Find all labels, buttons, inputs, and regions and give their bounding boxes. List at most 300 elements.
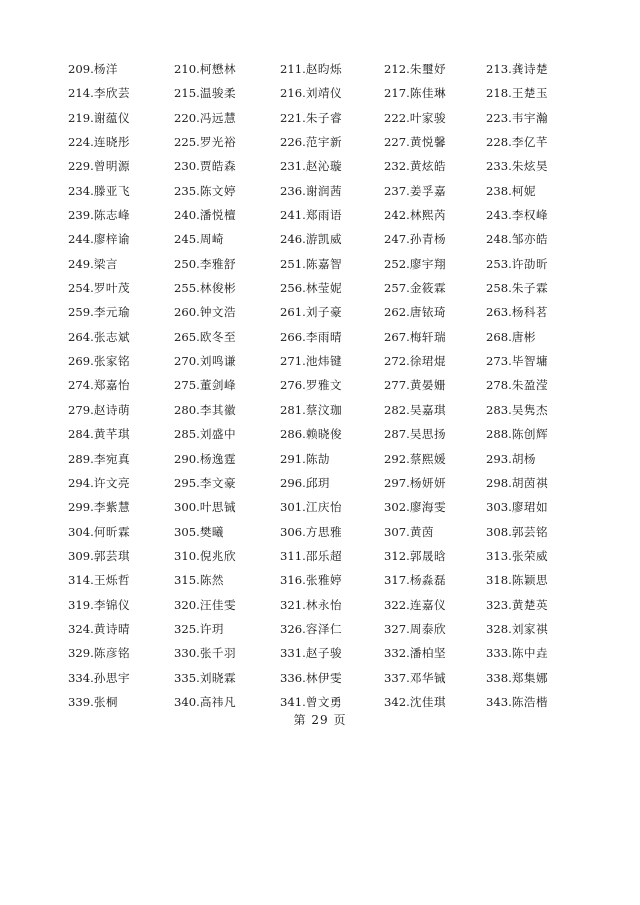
entry-name: 郑雨语: [305, 208, 343, 223]
entry-name: 李欣芸: [93, 86, 131, 101]
roster-entry: [174, 572, 280, 596]
entry-number: 275.: [174, 378, 200, 393]
entry-name: 朱璽妤: [409, 62, 447, 76]
entry-name: 张志斌: [93, 329, 131, 344]
entry-number: 287.: [384, 427, 410, 442]
entry-name: 汪佳雯: [199, 597, 237, 612]
name-roster: [68, 61, 628, 718]
entry-number: 264.: [68, 329, 94, 344]
roster-entry: [486, 280, 588, 304]
entry-name: 朱子睿: [305, 110, 343, 125]
entry-number: 250.: [174, 256, 200, 271]
roster-entry: [384, 572, 486, 596]
roster-entry: [68, 670, 174, 694]
entry-number: 221.: [280, 110, 306, 125]
entry-name: 黄诗晴: [93, 621, 131, 636]
entry-name: 韦宇瀚: [511, 110, 549, 125]
entry-name: 郭芸琪: [93, 548, 131, 563]
entry-name: 赵沁璇: [305, 159, 343, 174]
entry-name: 罗光裕: [199, 135, 237, 150]
entry-name: 胡茵祺: [511, 475, 549, 490]
entry-number: 215.: [174, 86, 200, 101]
entry-number: 338.: [486, 670, 512, 685]
entry-name: 李元瑜: [93, 305, 131, 320]
entry-number: 311.: [280, 548, 306, 563]
roster-entry: [486, 426, 588, 450]
entry-number: 260.: [174, 305, 200, 320]
roster-entry: [486, 645, 588, 669]
roster-entry: [486, 548, 588, 572]
entry-number: 277.: [384, 378, 410, 393]
entry-number: 279.: [68, 402, 94, 417]
entry-name: 潘柏坚: [409, 646, 447, 661]
entry-number: 276.: [280, 378, 306, 393]
entry-name: 连晓彤: [93, 135, 131, 150]
entry-number: 236.: [280, 183, 306, 198]
entry-number: 332.: [384, 646, 410, 661]
entry-name: 柯妮: [511, 183, 537, 198]
entry-number: 293.: [486, 451, 512, 466]
entry-name: 黄茵: [409, 524, 435, 539]
entry-name: 龚诗楚: [511, 62, 549, 76]
roster-entry: [280, 426, 384, 450]
entry-name: 李宛真: [93, 451, 131, 466]
entry-number: 252.: [384, 256, 410, 271]
roster-entry: [486, 524, 588, 548]
entry-name: 温骏柔: [199, 86, 237, 101]
entry-name: 陈佳琳: [409, 86, 447, 101]
roster-entry: [280, 499, 384, 523]
entry-number: 281.: [280, 402, 306, 417]
roster-entry: [486, 304, 588, 328]
roster-entry: [280, 670, 384, 694]
roster-entry: [68, 256, 174, 280]
roster-entry: [68, 451, 174, 475]
entry-name: 潘悦檀: [199, 208, 237, 223]
entry-name: 赖晓俊: [305, 427, 343, 442]
entry-name: 唐彬: [511, 329, 537, 344]
entry-number: 290.: [174, 451, 200, 466]
entry-number: 284.: [68, 427, 94, 442]
entry-number: 304.: [68, 524, 94, 539]
entry-name: 张家铭: [93, 354, 131, 369]
entry-name: 郑嘉怡: [93, 378, 131, 393]
entry-number: 271.: [280, 354, 306, 369]
roster-entry: [68, 475, 174, 499]
roster-entry: [174, 475, 280, 499]
roster-entry: [384, 670, 486, 694]
entry-name: 连嘉仪: [409, 597, 447, 612]
entry-number: 257.: [384, 281, 410, 296]
roster-entry: [486, 597, 588, 621]
entry-number: 294.: [68, 475, 94, 490]
entry-name: 钟文浩: [199, 305, 237, 320]
entry-number: 322.: [384, 597, 410, 612]
roster-entry: [384, 645, 486, 669]
roster-entry: [280, 207, 384, 231]
roster-entry: [486, 451, 588, 475]
roster-entry: [174, 597, 280, 621]
entry-name: 郭晟晗: [409, 548, 447, 563]
entry-name: 林莹妮: [305, 281, 343, 296]
entry-number: 223.: [486, 110, 512, 125]
entry-name: 姜孚嘉: [409, 183, 447, 198]
roster-entry: [280, 475, 384, 499]
roster-entry: [68, 85, 174, 109]
entry-name: 柯懋林: [199, 62, 237, 76]
entry-name: 孙青杨: [409, 232, 447, 247]
entry-number: 235.: [174, 183, 200, 198]
entry-number: 269.: [68, 354, 94, 369]
entry-name: 朱盈滢: [511, 378, 549, 393]
entry-name: 欧冬至: [199, 329, 237, 344]
entry-name: 张雅婷: [305, 573, 343, 588]
entry-name: 毕智墉: [511, 354, 549, 369]
entry-name: 蔡熙媛: [409, 451, 447, 466]
entry-name: 杨洋: [93, 62, 119, 76]
roster-entry: [384, 304, 486, 328]
roster-entry: [68, 548, 174, 572]
entry-number: 325.: [174, 621, 200, 636]
entry-number: 249.: [68, 256, 94, 271]
entry-name: 朱子霖: [511, 281, 549, 296]
entry-number: 306.: [280, 524, 306, 539]
roster-entry: [68, 499, 174, 523]
entry-name: 廖梓谕: [93, 232, 131, 247]
roster-entry: [68, 231, 174, 255]
roster-entry: [68, 377, 174, 401]
roster-entry: [68, 572, 174, 596]
entry-name: 李雨晴: [305, 329, 343, 344]
entry-number: 282.: [384, 402, 410, 417]
entry-number: 213.: [486, 62, 512, 76]
roster-entry: [174, 377, 280, 401]
roster-entry: [68, 329, 174, 353]
entry-number: 227.: [384, 135, 410, 150]
entry-name: 胡杨: [511, 451, 537, 466]
roster-entry: [174, 280, 280, 304]
entry-number: 326.: [280, 621, 306, 636]
roster-entry: [174, 110, 280, 134]
entry-number: 341.: [280, 694, 306, 709]
roster-entry: [280, 524, 384, 548]
entry-number: 327.: [384, 621, 410, 636]
entry-number: 291.: [280, 451, 306, 466]
entry-number: 301.: [280, 500, 306, 515]
entry-name: 黄芊琪: [93, 427, 131, 442]
entry-name: 沈佳琪: [409, 694, 447, 709]
entry-name: 张荣威: [511, 548, 549, 563]
entry-name: 刘靖仪: [305, 86, 343, 101]
entry-number: 220.: [174, 110, 200, 125]
entry-number: 300.: [174, 500, 200, 515]
entry-name: 陈浩楷: [511, 694, 549, 709]
entry-name: 倪兆欣: [199, 548, 237, 563]
roster-entry: [280, 85, 384, 109]
roster-entry: [486, 134, 588, 158]
entry-name: 蔡汶珈: [305, 402, 343, 417]
roster-entry: [174, 402, 280, 426]
entry-number: 289.: [68, 451, 94, 466]
roster-entry: [384, 499, 486, 523]
entry-name: 吴嘉琪: [409, 402, 447, 417]
page-number-footer: 第 29 页: [293, 713, 347, 727]
entry-number: 225.: [174, 135, 200, 150]
entry-name: 赵昀烁: [305, 62, 343, 76]
entry-name: 杨妍妍: [409, 475, 447, 490]
entry-number: 314.: [68, 573, 94, 588]
entry-number: 337.: [384, 670, 410, 685]
roster-entry: [384, 158, 486, 182]
entry-name: 唐铱琦: [409, 305, 447, 320]
roster-entry: [384, 548, 486, 572]
entry-number: 248.: [486, 232, 512, 247]
entry-number: 228.: [486, 135, 512, 150]
entry-number: 285.: [174, 427, 200, 442]
entry-number: 222.: [384, 110, 410, 125]
entry-number: 233.: [486, 159, 512, 174]
entry-number: 331.: [280, 646, 306, 661]
entry-number: 330.: [174, 646, 200, 661]
entry-name: 林伊雯: [305, 670, 343, 685]
roster-entry: [280, 597, 384, 621]
entry-name: 邵乐超: [305, 548, 343, 563]
roster-entry: [384, 85, 486, 109]
roster-entry: [174, 256, 280, 280]
roster-entry: [174, 61, 280, 85]
entry-number: 320.: [174, 597, 200, 612]
entry-name: 王烁哲: [93, 573, 131, 588]
roster-entry: [486, 256, 588, 280]
entry-name: 金筱霖: [409, 281, 447, 296]
roster-entry: [384, 377, 486, 401]
entry-number: 272.: [384, 354, 410, 369]
entry-number: 288.: [486, 427, 512, 442]
entry-name: 贾皓森: [199, 159, 237, 174]
roster-entry: [68, 207, 174, 231]
entry-number: 274.: [68, 378, 94, 393]
entry-number: 343.: [486, 694, 512, 709]
entry-number: 240.: [174, 208, 200, 223]
entry-number: 336.: [280, 670, 306, 685]
entry-number: 258.: [486, 281, 512, 296]
entry-name: 杨逸霆: [199, 451, 237, 466]
entry-name: 刘鸣谦: [199, 354, 237, 369]
roster-entry: [384, 183, 486, 207]
roster-entry: [384, 231, 486, 255]
entry-number: 298.: [486, 475, 512, 490]
entry-name: 孙思宇: [93, 670, 131, 685]
roster-entry: [174, 353, 280, 377]
entry-name: 黄楚英: [511, 597, 549, 612]
entry-name: 张千羽: [199, 646, 237, 661]
entry-name: 范宇新: [305, 135, 343, 150]
roster-entry: [486, 572, 588, 596]
entry-name: 梅轩瑞: [409, 329, 447, 344]
roster-entry: [174, 85, 280, 109]
roster-entry: [384, 451, 486, 475]
entry-number: 335.: [174, 670, 200, 685]
roster-entry: [174, 134, 280, 158]
roster-entry: [486, 85, 588, 109]
roster-entry: [68, 110, 174, 134]
entry-number: 328.: [486, 621, 512, 636]
entry-number: 307.: [384, 524, 410, 539]
roster-entry: [384, 329, 486, 353]
roster-entry: [280, 621, 384, 645]
roster-entry: [486, 377, 588, 401]
roster-entry: [486, 329, 588, 353]
roster-entry: [68, 353, 174, 377]
entry-number: 315.: [174, 573, 200, 588]
entry-number: 254.: [68, 281, 94, 296]
entry-number: 309.: [68, 548, 94, 563]
entry-name: 许玥: [199, 621, 225, 636]
entry-number: 229.: [68, 159, 94, 174]
entry-name: 刘家祺: [511, 621, 549, 636]
entry-number: 255.: [174, 281, 200, 296]
entry-name: 张桐: [93, 694, 119, 709]
entry-name: 廖珺如: [511, 500, 549, 515]
roster-entry: [384, 207, 486, 231]
roster-entry: [68, 524, 174, 548]
entry-number: 234.: [68, 183, 94, 198]
entry-number: 230.: [174, 159, 200, 174]
roster-entry: [280, 572, 384, 596]
entry-name: 叶思铖: [199, 500, 237, 515]
entry-name: 李亿芊: [511, 135, 549, 150]
entry-name: 王楚玉: [511, 86, 549, 101]
roster-entry: [486, 621, 588, 645]
entry-name: 李雅舒: [199, 256, 237, 271]
roster-entry: [68, 280, 174, 304]
entry-name: 林永怡: [305, 597, 343, 612]
roster-entry: [68, 597, 174, 621]
entry-number: 280.: [174, 402, 200, 417]
entry-number: 295.: [174, 475, 200, 490]
roster-entry: [384, 621, 486, 645]
roster-entry: [486, 61, 588, 85]
entry-name: 谢润茜: [305, 183, 343, 198]
entry-number: 270.: [174, 354, 200, 369]
entry-number: 245.: [174, 232, 200, 247]
entry-name: 徐珺焜: [409, 354, 447, 369]
roster-entry: [174, 207, 280, 231]
entry-name: 杨淼磊: [409, 573, 447, 588]
entry-number: 261.: [280, 305, 306, 320]
roster-entry: [384, 402, 486, 426]
entry-name: 许文亮: [93, 475, 131, 490]
entry-number: 297.: [384, 475, 410, 490]
entry-name: 曾文勇: [305, 694, 343, 709]
roster-entry: [280, 377, 384, 401]
roster-entry: [174, 670, 280, 694]
entry-number: 317.: [384, 573, 410, 588]
roster-entry: [174, 231, 280, 255]
roster-entry: [384, 597, 486, 621]
roster-entry: [174, 451, 280, 475]
roster-entry: [174, 158, 280, 182]
entry-number: 268.: [486, 329, 512, 344]
roster-entry: [174, 548, 280, 572]
roster-entry: [280, 134, 384, 158]
roster-entry: [280, 256, 384, 280]
entry-number: 342.: [384, 694, 410, 709]
entry-name: 邓华铖: [409, 670, 447, 685]
roster-entry: [384, 110, 486, 134]
entry-name: 游凯威: [305, 232, 343, 247]
entry-number: 214.: [68, 86, 94, 101]
roster-entry: [486, 475, 588, 499]
roster-entry: [174, 621, 280, 645]
entry-name: 郭芸铭: [511, 524, 549, 539]
entry-name: 李锦仪: [93, 597, 131, 612]
roster-entry: [174, 183, 280, 207]
roster-entry: [486, 402, 588, 426]
roster-entry: [486, 670, 588, 694]
entry-number: 243.: [486, 208, 512, 223]
roster-entry: [280, 61, 384, 85]
roster-entry: [486, 207, 588, 231]
entry-name: 李权峰: [511, 208, 549, 223]
entry-name: 董剑峰: [199, 378, 237, 393]
roster-entry: [280, 110, 384, 134]
entry-number: 333.: [486, 646, 512, 661]
roster-entry: [280, 402, 384, 426]
entry-name: 郑集娜: [511, 670, 549, 685]
entry-name: 邹亦皓: [511, 232, 549, 247]
entry-number: 308.: [486, 524, 512, 539]
entry-number: 278.: [486, 378, 512, 393]
entry-name: 杨科茗: [511, 305, 549, 320]
entry-number: 292.: [384, 451, 410, 466]
roster-entry: [174, 499, 280, 523]
entry-name: 刘晓霖: [199, 670, 237, 685]
entry-name: 谢蕴仪: [93, 110, 131, 125]
entry-name: 黄悦馨: [409, 135, 447, 150]
roster-entry: [280, 451, 384, 475]
entry-name: 邱玥: [305, 475, 331, 490]
entry-number: 210.: [174, 62, 200, 76]
entry-name: 吴隽杰: [511, 402, 549, 417]
roster-entry: [174, 329, 280, 353]
entry-name: 林俊彬: [199, 281, 237, 296]
entry-number: 241.: [280, 208, 306, 223]
entry-name: 容泽仁: [305, 621, 343, 636]
entry-number: 334.: [68, 670, 94, 685]
entry-number: 262.: [384, 305, 410, 320]
entry-number: 283.: [486, 402, 512, 417]
roster-entry: [384, 61, 486, 85]
roster-entry: [486, 353, 588, 377]
entry-number: 340.: [174, 694, 200, 709]
entry-number: 296.: [280, 475, 306, 490]
roster-entry: [486, 110, 588, 134]
entry-number: 302.: [384, 500, 410, 515]
roster-entry: [280, 158, 384, 182]
entry-number: 259.: [68, 305, 94, 320]
entry-number: 237.: [384, 183, 410, 198]
entry-name: 赵子骏: [305, 646, 343, 661]
entry-name: 方思雅: [305, 524, 343, 539]
roster-entry: [174, 524, 280, 548]
roster-entry: [384, 475, 486, 499]
roster-entry: [384, 426, 486, 450]
entry-number: 310.: [174, 548, 200, 563]
entry-name: 罗雅文: [305, 378, 343, 393]
roster-entry: [68, 183, 174, 207]
entry-name: 吴思扬: [409, 427, 447, 442]
